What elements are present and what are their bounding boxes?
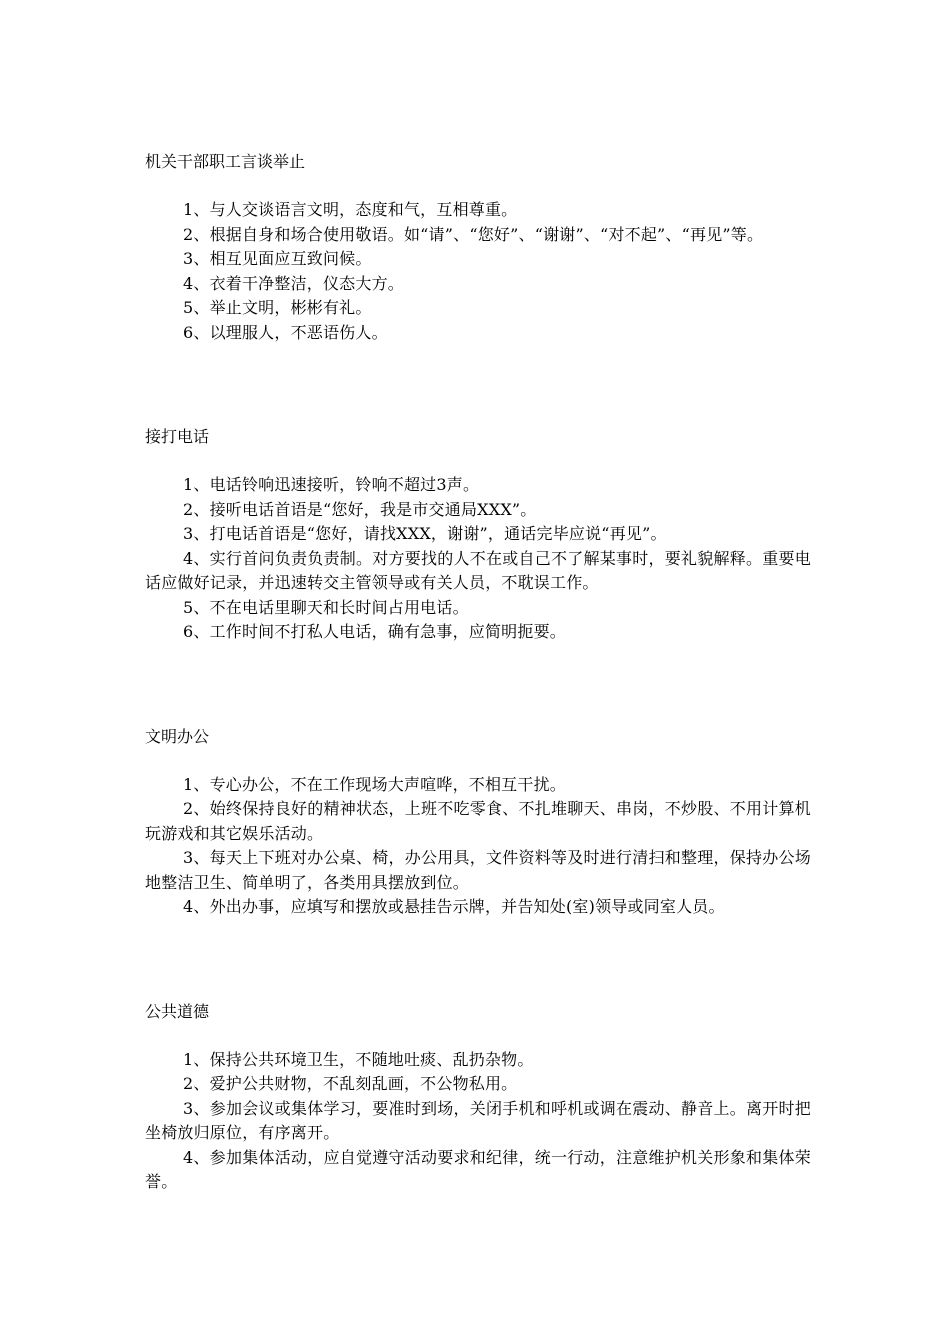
section-speech-conduct — [145, 150, 811, 345]
list-item: 2、爱护公共财物，不乱刻乱画，不公物私用。 — [183, 1074, 518, 1093]
list-item: 1、保持公共环境卫生，不随地吐痰、乱扔杂物。 — [183, 1049, 534, 1069]
list-item: 5、不在电话里聊天和长时间占用电话。 — [183, 597, 469, 617]
list-item: 4、实行首问负责负责制。对方要找的人不在或自己不了解某事时，要礼貌解释。重要电话应做好记录，并迅速转交主管领导或有关人员，不耽误工作。 — [145, 548, 811, 592]
section-title: 公共道德 — [145, 1001, 210, 1021]
list-item: 2、根据自身和场合使用敬语。如“请”、“您好”、“谢谢”、“对不起”、“再见”等。 — [183, 224, 764, 244]
list-item: 1、与人交谈语言文明，态度和气，互相尊重。 — [183, 200, 518, 219]
item-list — [145, 198, 811, 345]
section-civil-office — [145, 725, 811, 920]
list-item: 2、接听电话首语是“您好，我是市交通局XXX”。 — [183, 499, 537, 519]
section-title: 文明办公 — [145, 726, 210, 746]
item-list — [145, 1048, 811, 1195]
list-item: 6、以理服人，不恶语伤人。 — [183, 322, 388, 342]
list-item: 3、相互见面应互致问候。 — [183, 249, 372, 268]
list-item: 3、打电话首语是“您好，请找XXX，谢谢”，通话完毕应说“再见”。 — [183, 524, 667, 543]
list-item: 1、专心办公，不在工作现场大声喧哗，不相互干扰。 — [183, 774, 566, 794]
list-item: 3、每天上下班对办公桌、椅，办公用具，文件资料等及时进行清扫和整理，保持办公场地整洁卫生、简单明了，各类用具摆放到位。 — [145, 848, 811, 892]
section-phone-calls — [145, 425, 811, 645]
item-list — [145, 473, 811, 645]
list-item: 5、举止文明，彬彬有礼。 — [183, 298, 372, 317]
list-item: 4、外出办事，应填写和摆放或悬挂告示牌，并告知处(室)领导或同室人员。 — [183, 897, 725, 916]
section-title: 接打电话 — [145, 427, 210, 446]
list-item: 2、始终保持良好的精神状态，上班不吃零食、不扎堆聊天、串岗，不炒股、不用计算机玩游戏和其它娱乐活动。 — [145, 799, 811, 843]
list-item: 1、电话铃响迅速接听，铃响不超过3声。 — [183, 475, 480, 494]
list-item: 6、工作时间不打私人电话，确有急事，应简明扼要。 — [183, 622, 566, 641]
list-item: 3、参加会议或集体学习，要准时到场，关闭手机和呼机或调在震动、静音上。离开时把坐椅放归原位，有序离开。 — [145, 1098, 811, 1142]
section-public-ethics — [145, 1000, 811, 1195]
list-item: 4、参加集体活动，应自觉遵守活动要求和纪律，统一行动，注意维护机关形象和集体荣誉。 — [145, 1147, 811, 1191]
list-item: 4、衣着干净整洁，仪态大方。 — [183, 273, 404, 293]
section-title: 机关干部职工言谈举止 — [145, 152, 306, 171]
document-page — [145, 150, 811, 1195]
item-list — [145, 773, 811, 920]
